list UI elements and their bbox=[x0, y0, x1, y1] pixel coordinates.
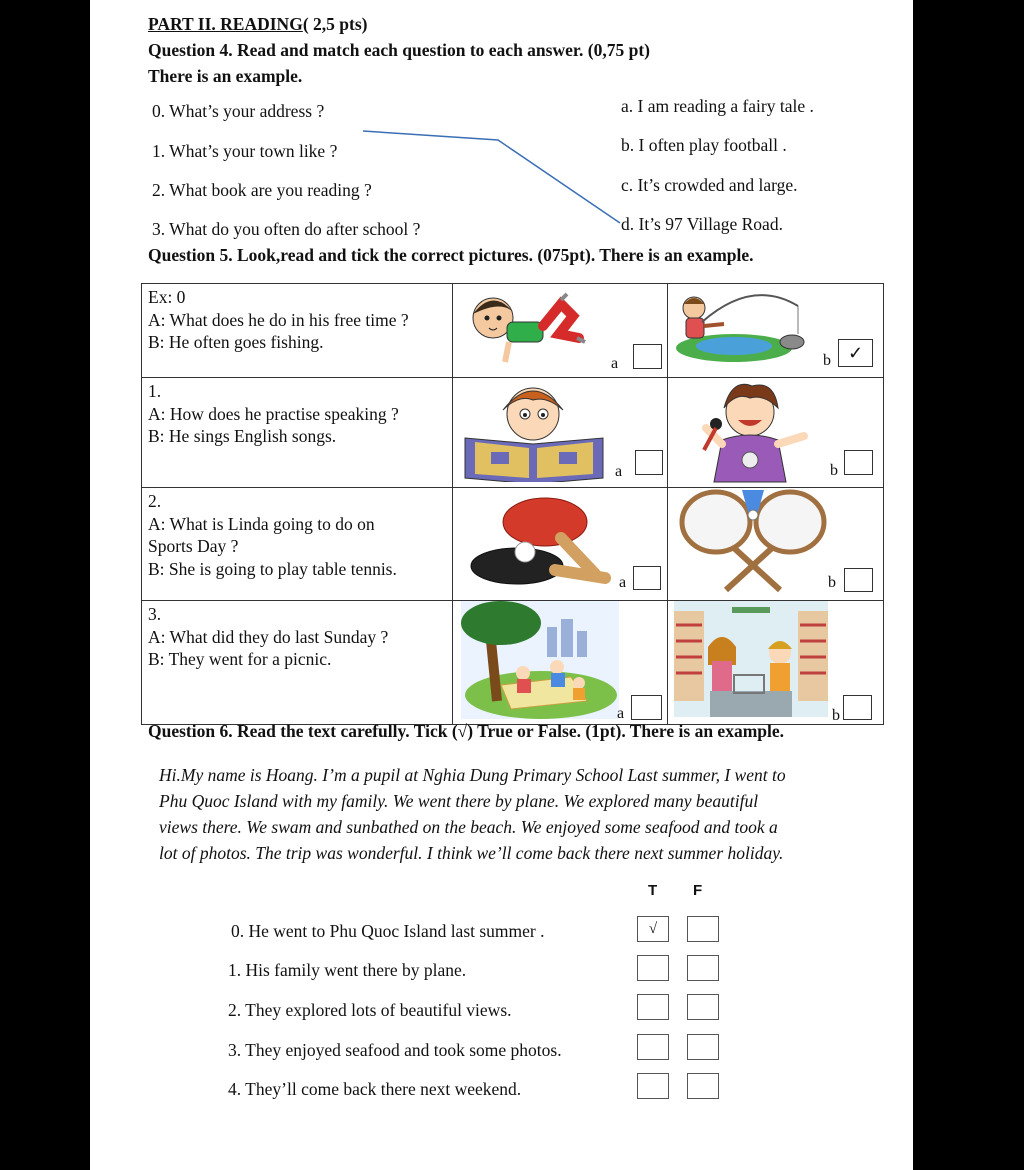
q4-question-1: 1. What’s your town like ? bbox=[152, 141, 338, 161]
q5-row-3-a-label: a bbox=[617, 705, 625, 722]
q6-text-line-1: Hi.My name is Hoang. I’m a pupil at Nghia Dung Primary School Last summer, I went to bbox=[159, 765, 786, 785]
q5-row-2-line-2: Sports Day ? bbox=[148, 536, 239, 556]
q6-statement-1: 1. His family went there by plane. bbox=[228, 960, 467, 980]
q5-row-1-line-2: B: He sings English songs. bbox=[148, 426, 337, 446]
q6-statement-3: 3. They enjoyed seafood and took some photos. bbox=[228, 1040, 562, 1060]
q6-statement-1-true-box[interactable] bbox=[637, 955, 669, 981]
q6-statement-0-false-box[interactable] bbox=[687, 916, 719, 942]
badminton-rackets-picture bbox=[674, 488, 834, 594]
true-column-header: T bbox=[648, 882, 658, 899]
q5-row-1-b-label: b bbox=[830, 462, 838, 479]
q4-answer-a: a. I am reading a fairy tale . bbox=[621, 96, 814, 116]
q5-row-0-a-label: a bbox=[611, 355, 619, 372]
example-match-line bbox=[90, 0, 913, 260]
q5-row-0-num: Ex: 0 bbox=[148, 287, 186, 307]
q5-row-3-a-checkbox[interactable] bbox=[631, 695, 662, 720]
q5-row-2-line-1: A: What is Linda going to do on bbox=[148, 513, 375, 534]
q6-statement-2: 2. They explored lots of beautiful views. bbox=[228, 1000, 512, 1020]
q6-statement-4-true-box[interactable] bbox=[637, 1073, 669, 1099]
q6-statement-0-true-box[interactable]: √ bbox=[637, 916, 669, 942]
q5-row-2-a-label: a bbox=[619, 574, 627, 591]
q5-row-3 bbox=[142, 601, 884, 725]
q6-statement-0: 0. He went to Phu Quoc Island last summer . bbox=[231, 921, 545, 941]
q6-text-line-3: views there. We swam and sunbathed on the beach. We enjoyed some seafood and took a bbox=[159, 817, 778, 837]
q5-table bbox=[141, 283, 884, 725]
q5-title: Question 5. Look,read and tick the correct pictures. (075pt). There is an example. bbox=[148, 245, 754, 265]
q4-question-3: 3. What do you often do after school ? bbox=[152, 219, 421, 239]
q5-row-0-line-1: A: What does he do in his free time ? bbox=[148, 309, 409, 330]
q4-answer-b: b. I often play football . bbox=[621, 135, 787, 155]
q6-statement-3-true-box[interactable] bbox=[637, 1034, 669, 1060]
q5-row-0-line-2: B: He often goes fishing. bbox=[148, 332, 324, 352]
q6-title: Question 6. Read the text carefully. Tick (√) True or False. (1pt). There is an example. bbox=[148, 721, 785, 741]
q5-row-2-b-checkbox[interactable] bbox=[844, 568, 873, 592]
q4-title: Question 4. Read and match each question to each answer. (0,75 pt) bbox=[148, 40, 651, 60]
q5-row-0-b-label: b bbox=[823, 352, 831, 369]
q5-row-1 bbox=[142, 378, 884, 488]
q5-row-2-num: 2. bbox=[148, 491, 162, 511]
q6-statement-4-false-box[interactable] bbox=[687, 1073, 719, 1099]
q5-row-1-b-checkbox[interactable] bbox=[844, 450, 873, 475]
q5-row-1-line-1: A: How does he practise speaking ? bbox=[148, 403, 399, 424]
table-tennis-picture bbox=[465, 494, 615, 594]
worksheet-page bbox=[90, 0, 913, 1170]
boy-fishing-picture bbox=[672, 284, 822, 366]
q6-statement-2-false-box[interactable] bbox=[687, 994, 719, 1020]
part-points: ( 2,5 pts) bbox=[302, 14, 368, 34]
q5-row-2-b-label: b bbox=[828, 574, 836, 591]
q4-question-2: 2. What book are you reading ? bbox=[152, 180, 372, 200]
q5-row-2-line-3: B: She is going to play table tennis. bbox=[148, 558, 397, 579]
supermarket-shopping-picture bbox=[674, 601, 828, 717]
q5-row-0-a-checkbox[interactable] bbox=[633, 344, 662, 369]
q4-answer-c: c. It’s crowded and large. bbox=[621, 175, 798, 195]
q4-answer-d: d. It’s 97 Village Road. bbox=[621, 214, 783, 234]
q5-row-example bbox=[142, 284, 884, 378]
q6-text-line-2: Phu Quoc Island with my family. We went there by plane. We explored many beautiful bbox=[159, 791, 759, 811]
q6-statement-4: 4. They’ll come back there next weekend. bbox=[228, 1079, 522, 1099]
q5-row-1-a-checkbox[interactable] bbox=[635, 450, 663, 475]
q6-reading-text bbox=[159, 762, 889, 866]
boy-reading-book-picture bbox=[461, 380, 611, 482]
q5-row-2-a-checkbox[interactable] bbox=[633, 566, 661, 590]
part-title-text: PART II. READING bbox=[148, 14, 303, 34]
q4-example-note: There is an example. bbox=[148, 66, 303, 86]
q5-row-3-b-checkbox[interactable] bbox=[843, 695, 872, 720]
q5-row-3-b-label: b bbox=[832, 707, 840, 724]
q6-statement-1-false-box[interactable] bbox=[687, 955, 719, 981]
boy-breakdancing-picture bbox=[461, 286, 601, 368]
q5-row-3-num: 3. bbox=[148, 604, 162, 624]
false-column-header: F bbox=[693, 882, 703, 899]
q5-row-2 bbox=[142, 488, 884, 601]
q5-row-1-a-label: a bbox=[615, 463, 623, 480]
q5-row-1-num: 1. bbox=[148, 381, 162, 401]
q6-statement-2-true-box[interactable] bbox=[637, 994, 669, 1020]
q5-row-3-line-2: B: They went for a picnic. bbox=[148, 649, 332, 669]
family-picnic-picture bbox=[461, 601, 619, 719]
q5-row-3-line-1: A: What did they do last Sunday ? bbox=[148, 626, 389, 647]
boy-singing-picture bbox=[682, 378, 822, 484]
q6-text-line-4: lot of photos. The trip was wonderful. I think we’ll come back there next summer holiday. bbox=[159, 843, 784, 863]
q4-question-0: 0. What’s your address ? bbox=[152, 101, 325, 121]
q6-statement-3-false-box[interactable] bbox=[687, 1034, 719, 1060]
q5-row-0-b-checkbox[interactable]: ✓ bbox=[838, 339, 873, 367]
